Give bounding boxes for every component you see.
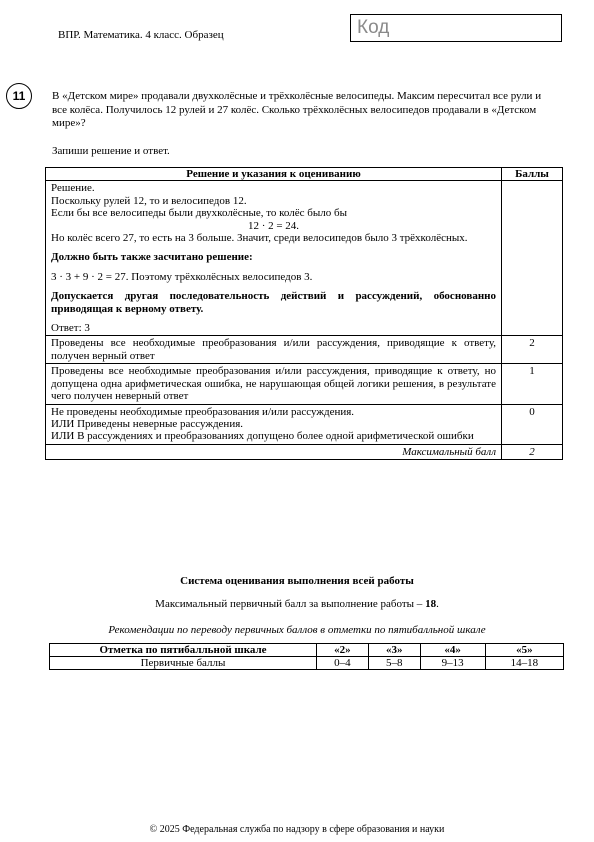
grade-cell: «4»: [420, 644, 485, 657]
task-number-badge: 11: [6, 83, 32, 109]
system-title: Система оценивания выполнения всей работы: [180, 575, 414, 587]
task-instruction: Запиши решение и ответ.: [52, 145, 170, 157]
zero-line: Не проведены необходимые преобразования и/или рассуждения.: [51, 405, 355, 418]
system-max-value: 18: [425, 598, 437, 610]
system-max-suffix: .: [436, 598, 439, 610]
max-score-row: [46, 444, 563, 459]
grades-row-label: Первичные баллы: [50, 657, 317, 670]
task-text: В «Детском мире» продавали двухколёсные и трёхколёсные велосипеды. Максим пересчитал все рули и все колёса. Получилось 12 рулей и 27 колёс. Сколько трёхколёсных велосипедов продавали в «Детском мире»?: [52, 90, 542, 129]
solution-score-cell: [502, 181, 563, 336]
page-header-title: ВПР. Математика. 4 класс. Образец: [58, 29, 224, 41]
range-cell: 14–18: [485, 657, 563, 670]
criteria-row-text: Проведены все необходимые преобразования и/или рассуждения, приводящие к ответу, получен верный ответ: [46, 336, 502, 364]
criteria-header-row: [46, 168, 563, 181]
grades-range-row: [50, 657, 564, 670]
solution-row: [46, 181, 563, 336]
grade-cell: «2»: [317, 644, 369, 657]
range-cell: 9–13: [420, 657, 485, 670]
solution-line: Но колёс всего 27, то есть на 3 больше. Значит, среди велосипедов было 3 трёхколёсных.: [51, 232, 468, 245]
system-recommendation: Рекомендации по переводу первичных баллов в отметки по пятибалльной шкале: [108, 624, 486, 636]
page-footer: © 2025 Федеральная служба по надзору в сфере образования и науки: [149, 824, 445, 835]
criteria-row-score: 0: [502, 404, 563, 444]
zero-line: ИЛИ Приведены неверные рассуждения.: [51, 417, 244, 430]
criteria-table: [45, 167, 563, 460]
solution-cell: [46, 181, 502, 336]
code-field[interactable]: Код: [350, 14, 562, 42]
answer-line: Ответ: 3: [51, 322, 90, 335]
system-max-score: [0, 598, 594, 610]
grades-header-label: Отметка по пятибалльной шкале: [50, 644, 317, 657]
grades-table: [49, 643, 564, 670]
zero-line: ИЛИ В рассуждениях и преобразованиях допущено более одной арифметической ошибки: [51, 430, 474, 443]
criteria-header-score: Баллы: [502, 168, 563, 181]
system-max-prefix: Максимальный первичный балл за выполнение работы –: [155, 598, 426, 610]
max-score-label: Максимальный балл: [46, 444, 502, 459]
criteria-row: [46, 404, 563, 444]
criteria-row-score: 1: [502, 364, 563, 404]
grade-cell: «5»: [485, 644, 563, 657]
max-score-value: 2: [502, 444, 563, 459]
criteria-row: [46, 336, 563, 364]
allowed-note: Допускается другая последовательность действий и рассуждений, обоснованно приводящая к верному ответу.: [51, 290, 496, 315]
solution-line: Решение.: [51, 182, 95, 195]
criteria-row-text: [46, 404, 502, 444]
grades-header-row: [50, 644, 564, 657]
range-cell: 5–8: [368, 657, 420, 670]
criteria-row: [46, 364, 563, 404]
range-cell: 0–4: [317, 657, 369, 670]
alt-solution-line: 3 · 3 + 9 · 2 = 27. Поэтому трёхколёсных велосипедов 3.: [51, 270, 313, 283]
grade-cell: «3»: [368, 644, 420, 657]
solution-formula: 12 · 2 = 24.: [247, 219, 300, 232]
alt-solution-heading: Должно быть также засчитано решение:: [51, 251, 253, 264]
criteria-row-score: 2: [502, 336, 563, 364]
criteria-row-text: Проведены все необходимые преобразования и/или рассуждения, приводящие к ответу, но допущена одна арифметическая ошибка, не нарушающая общей логики решения, в результате чего получен неверный ответ: [46, 364, 502, 404]
solution-line: Поскольку рулей 12, то и велосипедов 12.: [51, 194, 247, 207]
solution-line: Если бы все велосипеды были двухколёсные, то колёс было бы: [51, 207, 348, 220]
criteria-header-solution: Решение и указания к оцениванию: [46, 168, 502, 181]
